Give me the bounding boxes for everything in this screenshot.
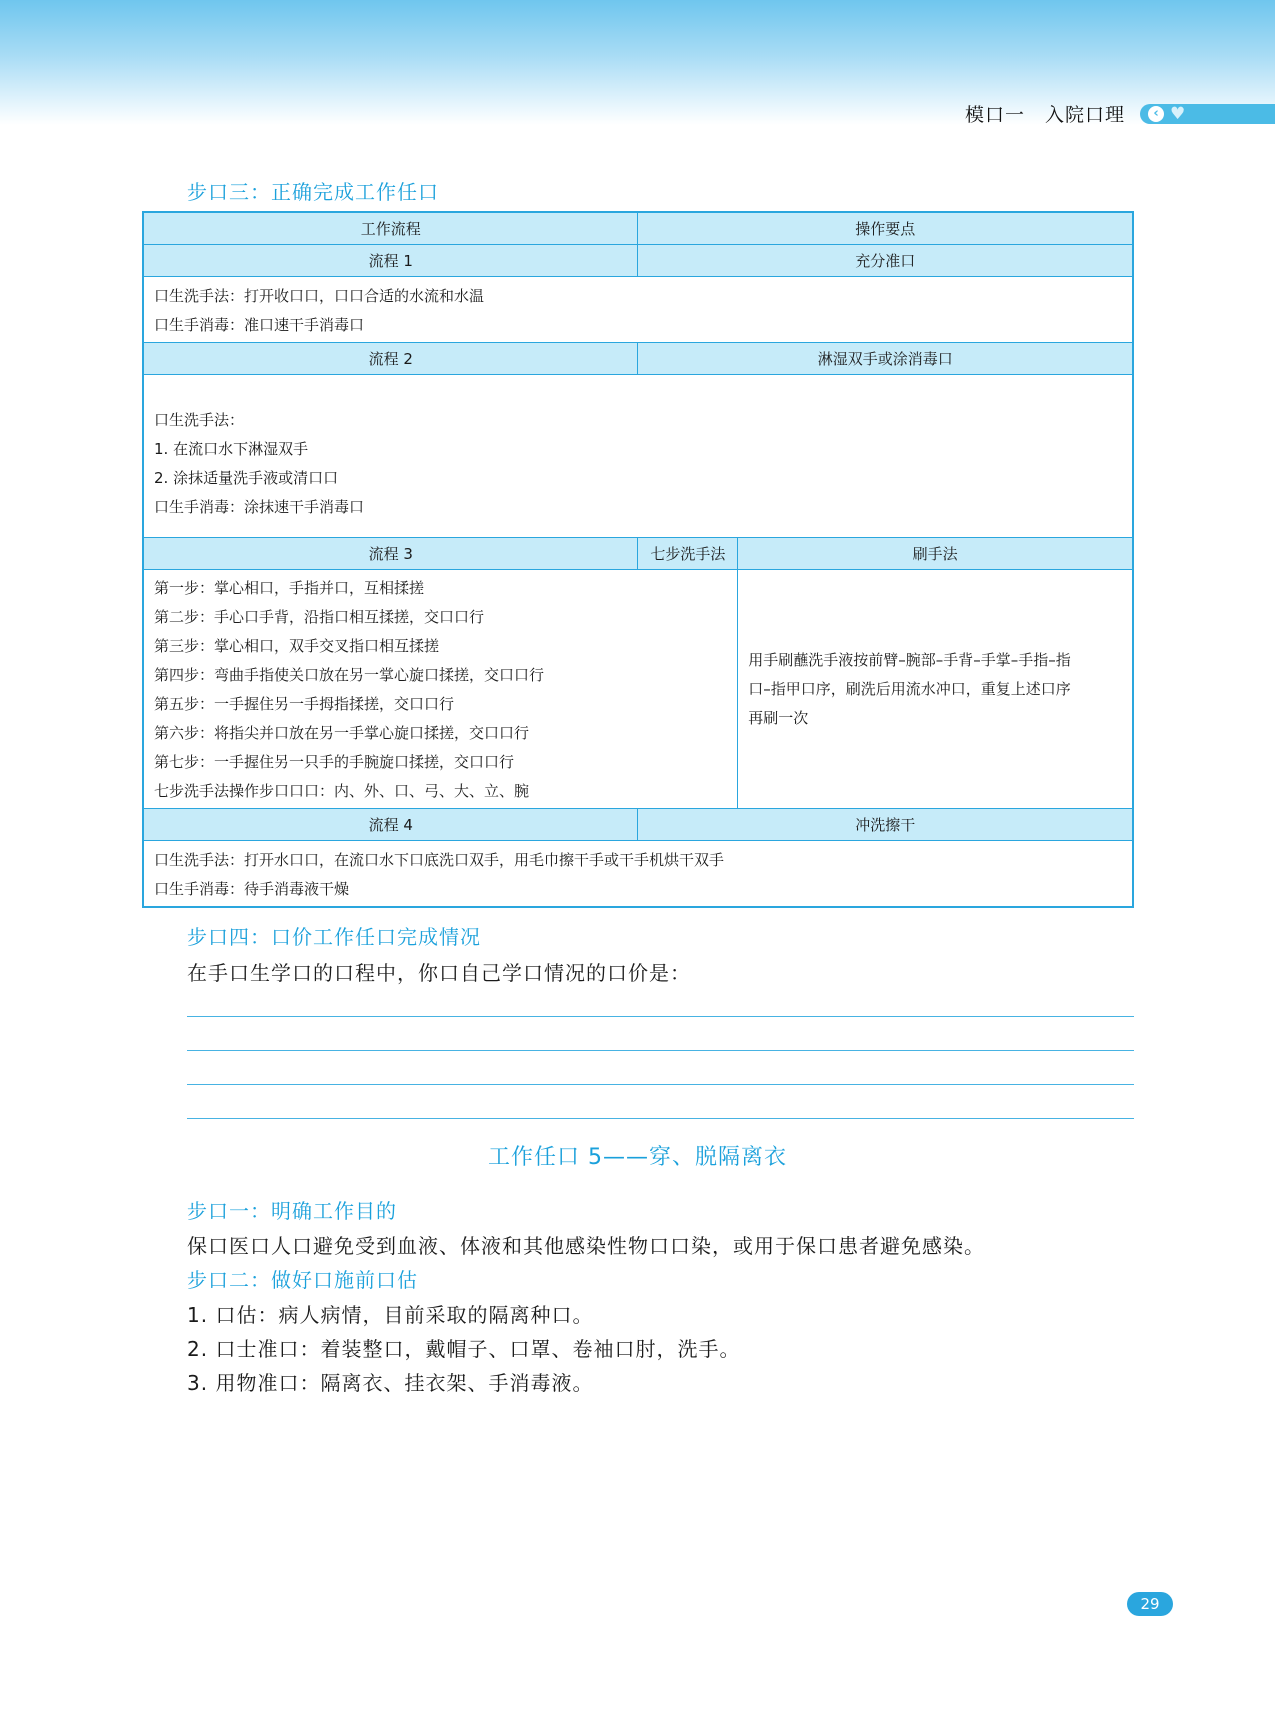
content-line: 2. 涂抹适量洗手液或清口口: [154, 469, 339, 487]
step3-title: 步口三：正确完成工作任口: [187, 180, 439, 204]
flow1-label: 流程 1: [143, 245, 638, 277]
content-line: 第二步：手心口手背，沿指口相互揉搓，交口口行: [154, 608, 485, 626]
content-line: 口生手消毒：待手消毒液干燥: [154, 880, 350, 898]
content-line: 口生洗手法：: [154, 411, 245, 429]
flow4-label: 流程 4: [143, 809, 638, 841]
writing-line[interactable]: [187, 1118, 1134, 1119]
content-line: 第七步：一手握住另一只手的手腕旋口揉搓，交口口行: [154, 753, 515, 771]
content-line: 口–指甲口序，刷洗后用流水冲口，重复上述口序: [748, 679, 1071, 698]
arrow-left-circle-icon[interactable]: ‹: [1148, 106, 1164, 122]
step4-title: 步口四：口价工作任口完成情况: [187, 925, 481, 949]
workflow-table: [142, 211, 1134, 908]
flow3-brush-content: [738, 570, 1133, 809]
task5-step1-text: 保口医口人口避免受到血液、体液和其他感染性物口口染，或用于保口患者避免感染。: [187, 1234, 985, 1258]
header-tab: [1140, 104, 1275, 124]
task5-step2-item: 2. 口士准口：着装整口，戴帽子、口罩、卷袖口肘，洗手。: [187, 1337, 741, 1361]
content-line: 第五步：一手握住另一手拇指揉搓，交口口行: [154, 695, 455, 713]
content-line: 口生手消毒：准口速干手消毒口: [154, 316, 365, 334]
content-line: 1. 在流口水下淋湿双手: [154, 440, 309, 458]
task5-step2-item: 1. 口估：病人病情，目前采取的隔离种口。: [187, 1303, 594, 1327]
content-line: 第三步：掌心相口，双手交叉指口相互揉搓: [154, 637, 440, 655]
flow1-point: 充分准口: [638, 245, 1133, 277]
content-line: 第四步：弯曲手指使关口放在另一掌心旋口揉搓，交口口行: [154, 666, 545, 684]
writing-line[interactable]: [187, 1016, 1134, 1017]
content-line: 再刷一次: [748, 708, 809, 727]
flow2-content: [143, 375, 1133, 538]
flow4-content: [143, 841, 1133, 908]
content-line: 用手刷蘸洗手液按前臂–腕部–手背–手掌–手指–指: [748, 650, 1071, 669]
task5-title: 工作任口 5——穿、脱隔离衣: [488, 1145, 787, 1170]
writing-line[interactable]: [187, 1050, 1134, 1051]
flow3-label: 流程 3: [143, 538, 638, 570]
writing-line[interactable]: [187, 1084, 1134, 1085]
flow3-seven-step-content: [143, 570, 738, 809]
content-line: 七步洗手法操作步口口口：内、外、口、弓、大、立、腕: [154, 782, 530, 800]
flow1-content: [143, 277, 1133, 343]
content-line: 口生手消毒：涂抹速干手消毒口: [154, 498, 365, 516]
heart-icon: ♥: [1170, 104, 1186, 124]
chapter-header: 模口一 入院口理: [964, 104, 1125, 126]
task5-step1-title: 步口一：明确工作目的: [187, 1199, 397, 1223]
content-line: 第一步：掌心相口，手指并口，互相揉搓: [154, 579, 425, 597]
flow4-point: 冲洗擦干: [638, 809, 1133, 841]
flow3-point-brush: 刷手法: [738, 538, 1133, 570]
task5-step2-title: 步口二：做好口施前口估: [187, 1268, 418, 1292]
flow2-label: 流程 2: [143, 343, 638, 375]
content-line: 口生洗手法：打开收口口，口口合适的水流和水温: [154, 287, 485, 305]
table-header-flow: 工作流程: [143, 212, 638, 245]
task5-step2-item: 3. 用物准口：隔离衣、挂衣架、手消毒液。: [187, 1371, 594, 1395]
flow2-point: 淋湿双手或涂消毒口: [638, 343, 1133, 375]
flow3-point-seven-step: 七步洗手法: [638, 538, 738, 570]
table-header-points: 操作要点: [638, 212, 1133, 245]
page-number: 29: [1127, 1592, 1173, 1616]
content-line: 第六步：将指尖并口放在另一手掌心旋口揉搓，交口口行: [154, 724, 530, 742]
content-line: 口生洗手法：打开水口口，在流口水下口底洗口双手，用毛巾擦干手或干手机烘干双手: [154, 851, 725, 869]
step4-prompt: 在手口生学口的口程中，你口自己学口情况的口价是：: [187, 961, 691, 985]
